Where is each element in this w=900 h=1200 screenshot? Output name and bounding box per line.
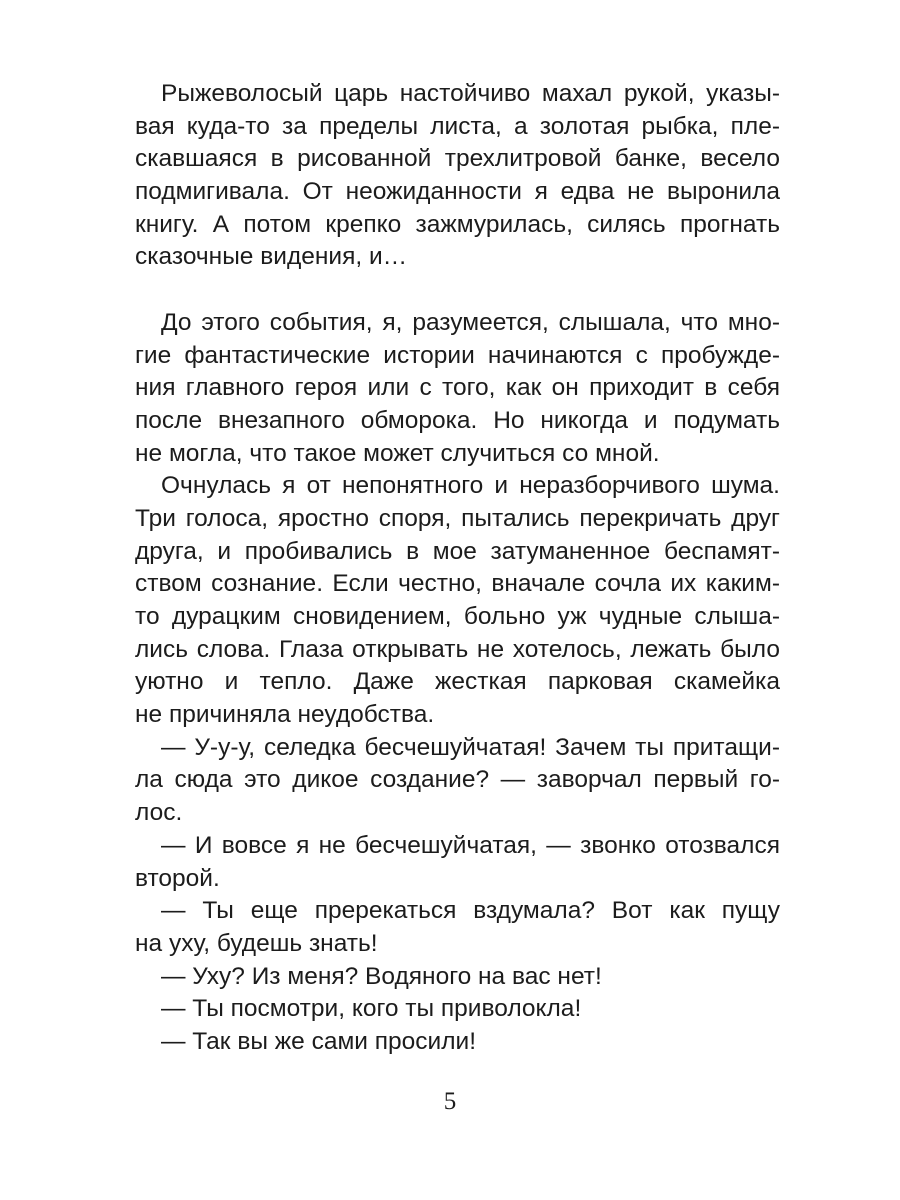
text-line: ния главного героя или с того, как он приходит в себя — [135, 374, 780, 402]
text-line: не причиняла неудобства. — [135, 701, 435, 729]
text-line: До этого события, я, разумеется, слышала, что мно- — [161, 308, 780, 336]
text-line: — У-у-у, селедка бесчешуйчатая! Зачем ты притащи- — [161, 733, 780, 761]
page-number: 5 — [443, 1088, 457, 1115]
text-line: — Ты посмотри, кого ты приволокла! — [161, 995, 582, 1023]
text-line: то дурацким сновидением, больно уж чудные слыша- — [135, 603, 780, 630]
text-line: Рыжеволосый царь настойчиво махал рукой, указы- — [161, 80, 780, 107]
text-line: гие фантастические истории начинаются с пробужде- — [135, 341, 780, 369]
text-line: уютно и тепло. Даже жесткая парковая скамейка — [135, 668, 780, 696]
text-line: лись слова. Глаза открывать не хотелось, лежать было — [135, 635, 780, 663]
text-line: Очнулась я от непонятного и неразборчивого шума. — [161, 472, 780, 500]
text-line: после внезапного обморока. Но никогда и подумать — [135, 406, 780, 434]
text-line: — Уху? Из меня? Водяного на вас нет! — [161, 962, 602, 990]
text-line: на уху, будешь знать! — [135, 929, 378, 957]
section-break — [135, 274, 780, 307]
text-line: ством сознание. Если честно, вначале сочла их каким- — [135, 570, 780, 598]
text-line: ла сюда это дикое создание? — заворчал первый го- — [135, 766, 780, 794]
text-line: Три голоса, яростно споря, пытались перекричать друг — [135, 504, 780, 532]
text-line: — Ты еще пререкаться вздумала? Вот как пущу — [161, 897, 780, 925]
text-line: друга, и пробивались в мое затуманенное беспамят- — [135, 537, 780, 565]
text-line: лос. — [135, 799, 183, 827]
text-line: сказочные видения, и… — [135, 243, 408, 271]
text-line: — Так вы же сами просили! — [161, 1027, 477, 1055]
text-line: скавшаяся в рисованной трехлитровой банке, весело — [135, 145, 780, 173]
text-line: второй. — [135, 864, 220, 892]
text-line: вая куда-то за пределы листа, а золотая рыбка, пле- — [135, 112, 780, 140]
body-text — [135, 78, 780, 1059]
text-line: книгу. А потом крепко зажмурилась, силясь прогнать — [135, 210, 780, 238]
text-line: подмигивала. От неожиданности я едва не выронила — [135, 178, 780, 206]
text-line: не могла, что такое может случиться со мной. — [135, 439, 660, 467]
text-line: — И вовсе я не бесчешуйчатая, — звонко отозвался — [161, 831, 780, 859]
